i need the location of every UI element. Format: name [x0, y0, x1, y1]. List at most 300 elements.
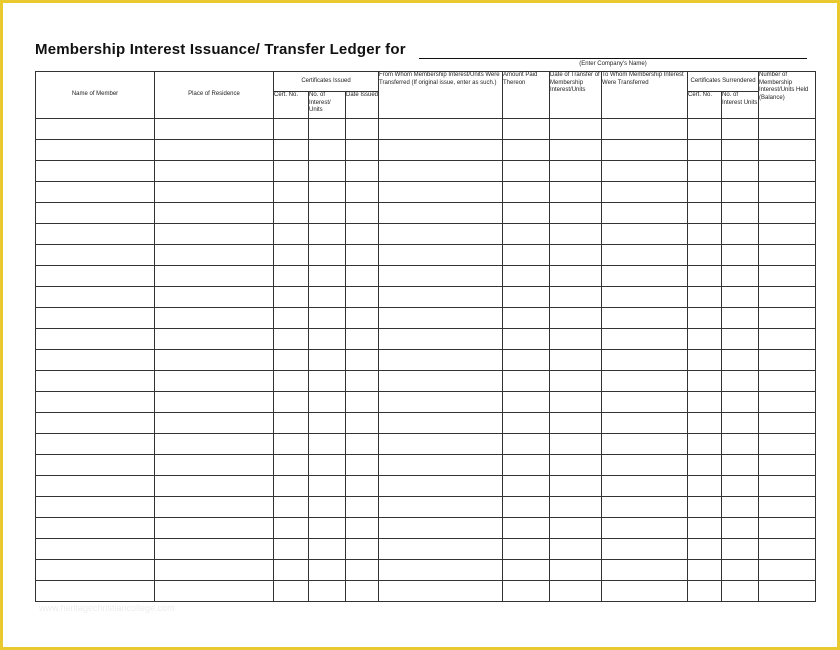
- cell-place-of-residence[interactable]: [155, 182, 274, 203]
- cell-to-whom[interactable]: [602, 581, 688, 602]
- cell-amount-paid[interactable]: [503, 434, 550, 455]
- cell-amount-paid[interactable]: [503, 497, 550, 518]
- cell-no-of-interest-units[interactable]: [309, 518, 346, 539]
- cell-name-of-member[interactable]: [36, 329, 155, 350]
- cell-date-of-transfer[interactable]: [550, 539, 602, 560]
- table-row: [36, 434, 816, 455]
- cell-surrendered-no-of-interest-units[interactable]: [722, 161, 759, 182]
- cell-from-whom[interactable]: [379, 476, 503, 497]
- cell-from-whom[interactable]: [379, 413, 503, 434]
- cell-date-issued[interactable]: [346, 455, 379, 476]
- cell-date-of-transfer[interactable]: [550, 140, 602, 161]
- cell-surrendered-no-of-interest-units[interactable]: [722, 266, 759, 287]
- cell-date-issued[interactable]: [346, 434, 379, 455]
- cell-cert-no[interactable]: [274, 350, 309, 371]
- cell-no-of-interest-units[interactable]: [309, 350, 346, 371]
- cell-date-issued[interactable]: [346, 539, 379, 560]
- cell-from-whom[interactable]: [379, 518, 503, 539]
- cell-place-of-residence[interactable]: [155, 434, 274, 455]
- cell-to-whom[interactable]: [602, 287, 688, 308]
- cell-amount-paid[interactable]: [503, 266, 550, 287]
- cell-date-issued[interactable]: [346, 413, 379, 434]
- cell-surrendered-cert-no[interactable]: [688, 287, 722, 308]
- cell-date-issued[interactable]: [346, 203, 379, 224]
- cell-surrendered-cert-no[interactable]: [688, 266, 722, 287]
- cell-number-held[interactable]: [759, 413, 816, 434]
- cell-no-of-interest-units[interactable]: [309, 308, 346, 329]
- cell-name-of-member[interactable]: [36, 476, 155, 497]
- cell-number-held[interactable]: [759, 539, 816, 560]
- col-number-held: Number of Membership Interest/Units Held (Balance): [759, 72, 816, 119]
- cell-to-whom[interactable]: [602, 476, 688, 497]
- cell-name-of-member[interactable]: [36, 518, 155, 539]
- title-row: [35, 41, 815, 71]
- col-date-of-transfer: Date of Transfer of Membership Interest/Units: [550, 72, 602, 119]
- cell-from-whom[interactable]: [379, 455, 503, 476]
- cell-cert-no[interactable]: [274, 287, 309, 308]
- cell-surrendered-cert-no[interactable]: [688, 161, 722, 182]
- cell-no-of-interest-units[interactable]: [309, 560, 346, 581]
- cell-place-of-residence[interactable]: [155, 245, 274, 266]
- cell-amount-paid[interactable]: [503, 140, 550, 161]
- cell-to-whom[interactable]: [602, 497, 688, 518]
- cell-surrendered-no-of-interest-units[interactable]: [722, 140, 759, 161]
- cell-no-of-interest-units[interactable]: [309, 161, 346, 182]
- cell-name-of-member[interactable]: [36, 119, 155, 140]
- cell-cert-no[interactable]: [274, 455, 309, 476]
- cell-date-issued[interactable]: [346, 308, 379, 329]
- cell-amount-paid[interactable]: [503, 371, 550, 392]
- cell-no-of-interest-units[interactable]: [309, 497, 346, 518]
- cell-place-of-residence[interactable]: [155, 161, 274, 182]
- cell-number-held[interactable]: [759, 560, 816, 581]
- cell-surrendered-cert-no[interactable]: [688, 539, 722, 560]
- cell-place-of-residence[interactable]: [155, 518, 274, 539]
- cell-date-of-transfer[interactable]: [550, 329, 602, 350]
- cell-date-of-transfer[interactable]: [550, 182, 602, 203]
- cell-date-of-transfer[interactable]: [550, 119, 602, 140]
- cell-cert-no[interactable]: [274, 245, 309, 266]
- cell-number-held[interactable]: [759, 287, 816, 308]
- cell-amount-paid[interactable]: [503, 119, 550, 140]
- col-to-whom: To Whom Membership Interest Were Transferred: [602, 72, 688, 119]
- cell-no-of-interest-units[interactable]: [309, 182, 346, 203]
- cell-to-whom[interactable]: [602, 224, 688, 245]
- cell-amount-paid[interactable]: [503, 518, 550, 539]
- cell-name-of-member[interactable]: [36, 455, 155, 476]
- cell-place-of-residence[interactable]: [155, 287, 274, 308]
- cell-surrendered-no-of-interest-units[interactable]: [722, 371, 759, 392]
- cell-number-held[interactable]: [759, 371, 816, 392]
- cell-cert-no[interactable]: [274, 224, 309, 245]
- cell-amount-paid[interactable]: [503, 350, 550, 371]
- cell-place-of-residence[interactable]: [155, 455, 274, 476]
- cell-date-issued[interactable]: [346, 350, 379, 371]
- cell-no-of-interest-units[interactable]: [309, 266, 346, 287]
- cell-no-of-interest-units[interactable]: [309, 203, 346, 224]
- cell-surrendered-cert-no[interactable]: [688, 455, 722, 476]
- cell-from-whom[interactable]: [379, 287, 503, 308]
- cell-name-of-member[interactable]: [36, 245, 155, 266]
- cell-place-of-residence[interactable]: [155, 539, 274, 560]
- cell-date-of-transfer[interactable]: [550, 203, 602, 224]
- cell-date-of-transfer[interactable]: [550, 245, 602, 266]
- table-row: [36, 308, 816, 329]
- cell-date-of-transfer[interactable]: [550, 161, 602, 182]
- cell-number-held[interactable]: [759, 140, 816, 161]
- cell-surrendered-no-of-interest-units[interactable]: [722, 308, 759, 329]
- cell-date-issued[interactable]: [346, 581, 379, 602]
- cell-to-whom[interactable]: [602, 161, 688, 182]
- page-title: Membership Interest Issuance/ Transfer Ledger for: [35, 41, 406, 58]
- cell-to-whom[interactable]: [602, 203, 688, 224]
- cell-date-issued[interactable]: [346, 287, 379, 308]
- table-row: [36, 287, 816, 308]
- cell-number-held[interactable]: [759, 119, 816, 140]
- cell-no-of-interest-units[interactable]: [309, 392, 346, 413]
- cell-to-whom[interactable]: [602, 245, 688, 266]
- cell-amount-paid[interactable]: [503, 455, 550, 476]
- cell-surrendered-no-of-interest-units[interactable]: [722, 224, 759, 245]
- cell-from-whom[interactable]: [379, 308, 503, 329]
- cell-name-of-member[interactable]: [36, 371, 155, 392]
- table-row: [36, 203, 816, 224]
- cell-no-of-interest-units[interactable]: [309, 455, 346, 476]
- cell-amount-paid[interactable]: [503, 245, 550, 266]
- cell-to-whom[interactable]: [602, 308, 688, 329]
- cell-cert-no[interactable]: [274, 329, 309, 350]
- cell-surrendered-cert-no[interactable]: [688, 392, 722, 413]
- cell-surrendered-cert-no[interactable]: [688, 245, 722, 266]
- cell-to-whom[interactable]: [602, 413, 688, 434]
- cell-surrendered-no-of-interest-units[interactable]: [722, 350, 759, 371]
- cell-amount-paid[interactable]: [503, 308, 550, 329]
- cell-from-whom[interactable]: [379, 203, 503, 224]
- cell-cert-no[interactable]: [274, 413, 309, 434]
- cell-from-whom[interactable]: [379, 119, 503, 140]
- cell-number-held[interactable]: [759, 161, 816, 182]
- cell-no-of-interest-units[interactable]: [309, 371, 346, 392]
- cell-amount-paid[interactable]: [503, 392, 550, 413]
- cell-to-whom[interactable]: [602, 392, 688, 413]
- cell-from-whom[interactable]: [379, 182, 503, 203]
- cell-date-issued[interactable]: [346, 140, 379, 161]
- cell-no-of-interest-units[interactable]: [309, 245, 346, 266]
- cell-cert-no[interactable]: [274, 140, 309, 161]
- cell-number-held[interactable]: [759, 455, 816, 476]
- cell-to-whom[interactable]: [602, 182, 688, 203]
- cell-name-of-member[interactable]: [36, 266, 155, 287]
- cell-date-of-transfer[interactable]: [550, 308, 602, 329]
- cell-surrendered-cert-no[interactable]: [688, 203, 722, 224]
- cell-number-held[interactable]: [759, 329, 816, 350]
- cell-date-issued[interactable]: [346, 476, 379, 497]
- cell-from-whom[interactable]: [379, 266, 503, 287]
- cell-amount-paid[interactable]: [503, 581, 550, 602]
- cell-number-held[interactable]: [759, 476, 816, 497]
- cell-surrendered-no-of-interest-units[interactable]: [722, 518, 759, 539]
- cell-place-of-residence[interactable]: [155, 350, 274, 371]
- cell-name-of-member[interactable]: [36, 308, 155, 329]
- cell-from-whom[interactable]: [379, 140, 503, 161]
- cell-cert-no[interactable]: [274, 119, 309, 140]
- cell-name-of-member[interactable]: [36, 350, 155, 371]
- cell-cert-no[interactable]: [274, 581, 309, 602]
- cell-surrendered-cert-no[interactable]: [688, 581, 722, 602]
- cell-date-of-transfer[interactable]: [550, 350, 602, 371]
- cell-date-of-transfer[interactable]: [550, 497, 602, 518]
- cell-number-held[interactable]: [759, 581, 816, 602]
- cell-amount-paid[interactable]: [503, 539, 550, 560]
- cell-place-of-residence[interactable]: [155, 308, 274, 329]
- cell-surrendered-no-of-interest-units[interactable]: [722, 287, 759, 308]
- cell-date-issued[interactable]: [346, 392, 379, 413]
- cell-number-held[interactable]: [759, 203, 816, 224]
- cell-surrendered-cert-no[interactable]: [688, 560, 722, 581]
- cell-number-held[interactable]: [759, 182, 816, 203]
- cell-date-issued[interactable]: [346, 560, 379, 581]
- cell-to-whom[interactable]: [602, 560, 688, 581]
- cell-amount-paid[interactable]: [503, 476, 550, 497]
- cell-surrendered-cert-no[interactable]: [688, 224, 722, 245]
- cell-date-issued[interactable]: [346, 266, 379, 287]
- cell-to-whom[interactable]: [602, 119, 688, 140]
- cell-cert-no[interactable]: [274, 266, 309, 287]
- cell-number-held[interactable]: [759, 224, 816, 245]
- cell-amount-paid[interactable]: [503, 560, 550, 581]
- cell-date-issued[interactable]: [346, 224, 379, 245]
- cell-no-of-interest-units[interactable]: [309, 287, 346, 308]
- cell-date-of-transfer[interactable]: [550, 434, 602, 455]
- cell-from-whom[interactable]: [379, 560, 503, 581]
- cell-name-of-member[interactable]: [36, 161, 155, 182]
- cell-place-of-residence[interactable]: [155, 392, 274, 413]
- company-name-line[interactable]: [419, 58, 807, 59]
- cell-from-whom[interactable]: [379, 161, 503, 182]
- cell-date-issued[interactable]: [346, 497, 379, 518]
- cell-surrendered-cert-no[interactable]: [688, 182, 722, 203]
- cell-name-of-member[interactable]: [36, 413, 155, 434]
- table-row: [36, 329, 816, 350]
- table-row: [36, 413, 816, 434]
- ledger-table: [35, 71, 816, 602]
- cell-surrendered-no-of-interest-units[interactable]: [722, 455, 759, 476]
- cell-surrendered-no-of-interest-units[interactable]: [722, 182, 759, 203]
- cell-surrendered-cert-no[interactable]: [688, 413, 722, 434]
- cell-number-held[interactable]: [759, 266, 816, 287]
- cell-date-issued[interactable]: [346, 182, 379, 203]
- cell-cert-no[interactable]: [274, 392, 309, 413]
- cell-surrendered-cert-no[interactable]: [688, 329, 722, 350]
- cell-place-of-residence[interactable]: [155, 224, 274, 245]
- cell-name-of-member[interactable]: [36, 182, 155, 203]
- cell-date-of-transfer[interactable]: [550, 266, 602, 287]
- cell-date-issued[interactable]: [346, 371, 379, 392]
- cell-cert-no[interactable]: [274, 518, 309, 539]
- cell-to-whom[interactable]: [602, 518, 688, 539]
- cell-number-held[interactable]: [759, 518, 816, 539]
- cell-amount-paid[interactable]: [503, 182, 550, 203]
- cell-no-of-interest-units[interactable]: [309, 539, 346, 560]
- cell-no-of-interest-units[interactable]: [309, 329, 346, 350]
- cell-cert-no[interactable]: [274, 539, 309, 560]
- cell-to-whom[interactable]: [602, 434, 688, 455]
- cell-place-of-residence[interactable]: [155, 413, 274, 434]
- cell-amount-paid[interactable]: [503, 413, 550, 434]
- cell-to-whom[interactable]: [602, 140, 688, 161]
- cell-name-of-member[interactable]: [36, 224, 155, 245]
- cell-place-of-residence[interactable]: [155, 476, 274, 497]
- cell-cert-no[interactable]: [274, 476, 309, 497]
- cell-cert-no[interactable]: [274, 560, 309, 581]
- cell-date-of-transfer[interactable]: [550, 371, 602, 392]
- cell-no-of-interest-units[interactable]: [309, 413, 346, 434]
- cell-number-held[interactable]: [759, 497, 816, 518]
- cell-name-of-member[interactable]: [36, 392, 155, 413]
- cell-surrendered-no-of-interest-units[interactable]: [722, 539, 759, 560]
- cell-date-of-transfer[interactable]: [550, 518, 602, 539]
- cell-place-of-residence[interactable]: [155, 140, 274, 161]
- table-row: [36, 224, 816, 245]
- cell-surrendered-no-of-interest-units[interactable]: [722, 434, 759, 455]
- cell-date-of-transfer[interactable]: [550, 287, 602, 308]
- table-row: [36, 392, 816, 413]
- cell-date-of-transfer[interactable]: [550, 476, 602, 497]
- cell-from-whom[interactable]: [379, 329, 503, 350]
- cell-surrendered-no-of-interest-units[interactable]: [722, 329, 759, 350]
- cell-surrendered-no-of-interest-units[interactable]: [722, 119, 759, 140]
- cell-date-issued[interactable]: [346, 518, 379, 539]
- cell-name-of-member[interactable]: [36, 581, 155, 602]
- cell-amount-paid[interactable]: [503, 203, 550, 224]
- cell-from-whom[interactable]: [379, 371, 503, 392]
- col-surrendered-cert-no: Cert. No.: [688, 92, 722, 119]
- cell-place-of-residence[interactable]: [155, 203, 274, 224]
- cell-date-of-transfer[interactable]: [550, 224, 602, 245]
- col-date-issued: Date Issued: [346, 92, 379, 119]
- cell-cert-no[interactable]: [274, 203, 309, 224]
- table-row: [36, 476, 816, 497]
- cell-place-of-residence[interactable]: [155, 266, 274, 287]
- cell-amount-paid[interactable]: [503, 224, 550, 245]
- cell-cert-no[interactable]: [274, 371, 309, 392]
- cell-amount-paid[interactable]: [503, 329, 550, 350]
- cell-from-whom[interactable]: [379, 245, 503, 266]
- cell-cert-no[interactable]: [274, 161, 309, 182]
- cell-number-held[interactable]: [759, 434, 816, 455]
- cell-number-held[interactable]: [759, 350, 816, 371]
- table-row: [36, 140, 816, 161]
- cell-date-issued[interactable]: [346, 161, 379, 182]
- cell-name-of-member[interactable]: [36, 287, 155, 308]
- cell-to-whom[interactable]: [602, 539, 688, 560]
- cell-to-whom[interactable]: [602, 329, 688, 350]
- cell-from-whom[interactable]: [379, 581, 503, 602]
- cell-from-whom[interactable]: [379, 434, 503, 455]
- cell-date-issued[interactable]: [346, 119, 379, 140]
- cell-name-of-member[interactable]: [36, 497, 155, 518]
- cell-amount-paid[interactable]: [503, 287, 550, 308]
- cell-no-of-interest-units[interactable]: [309, 140, 346, 161]
- cell-surrendered-no-of-interest-units[interactable]: [722, 581, 759, 602]
- cell-surrendered-no-of-interest-units[interactable]: [722, 413, 759, 434]
- cell-cert-no[interactable]: [274, 308, 309, 329]
- cell-to-whom[interactable]: [602, 371, 688, 392]
- cell-surrendered-cert-no[interactable]: [688, 497, 722, 518]
- cell-place-of-residence[interactable]: [155, 560, 274, 581]
- cell-amount-paid[interactable]: [503, 161, 550, 182]
- cell-to-whom[interactable]: [602, 350, 688, 371]
- cell-name-of-member[interactable]: [36, 539, 155, 560]
- cell-place-of-residence[interactable]: [155, 119, 274, 140]
- cell-date-of-transfer[interactable]: [550, 413, 602, 434]
- cell-from-whom[interactable]: [379, 350, 503, 371]
- cell-name-of-member[interactable]: [36, 434, 155, 455]
- cell-surrendered-no-of-interest-units[interactable]: [722, 203, 759, 224]
- cell-surrendered-cert-no[interactable]: [688, 140, 722, 161]
- cell-date-of-transfer[interactable]: [550, 455, 602, 476]
- cell-no-of-interest-units[interactable]: [309, 581, 346, 602]
- cell-to-whom[interactable]: [602, 266, 688, 287]
- cell-surrendered-cert-no[interactable]: [688, 350, 722, 371]
- cell-to-whom[interactable]: [602, 455, 688, 476]
- cell-surrendered-cert-no[interactable]: [688, 308, 722, 329]
- cell-date-of-transfer[interactable]: [550, 560, 602, 581]
- cell-surrendered-no-of-interest-units[interactable]: [722, 497, 759, 518]
- cell-date-issued[interactable]: [346, 245, 379, 266]
- cell-number-held[interactable]: [759, 308, 816, 329]
- table-row: [36, 371, 816, 392]
- cell-surrendered-no-of-interest-units[interactable]: [722, 560, 759, 581]
- cell-no-of-interest-units[interactable]: [309, 434, 346, 455]
- cell-name-of-member[interactable]: [36, 560, 155, 581]
- cell-cert-no[interactable]: [274, 434, 309, 455]
- cell-from-whom[interactable]: [379, 539, 503, 560]
- cell-surrendered-cert-no[interactable]: [688, 518, 722, 539]
- cell-name-of-member[interactable]: [36, 203, 155, 224]
- cell-from-whom[interactable]: [379, 497, 503, 518]
- cell-date-issued[interactable]: [346, 329, 379, 350]
- cell-cert-no[interactable]: [274, 497, 309, 518]
- cell-surrendered-cert-no[interactable]: [688, 371, 722, 392]
- cell-name-of-member[interactable]: [36, 140, 155, 161]
- table-row: [36, 518, 816, 539]
- cell-surrendered-no-of-interest-units[interactable]: [722, 476, 759, 497]
- cell-number-held[interactable]: [759, 392, 816, 413]
- cell-no-of-interest-units[interactable]: [309, 119, 346, 140]
- cell-place-of-residence[interactable]: [155, 581, 274, 602]
- col-certificates-issued: Certificates Issued: [274, 72, 379, 92]
- cell-no-of-interest-units[interactable]: [309, 224, 346, 245]
- cell-cert-no[interactable]: [274, 182, 309, 203]
- cell-surrendered-cert-no[interactable]: [688, 434, 722, 455]
- table-row: [36, 560, 816, 581]
- col-certificates-surrendered: Certificates Surrendered: [688, 72, 759, 92]
- cell-no-of-interest-units[interactable]: [309, 476, 346, 497]
- cell-place-of-residence[interactable]: [155, 371, 274, 392]
- cell-surrendered-cert-no[interactable]: [688, 476, 722, 497]
- cell-surrendered-cert-no[interactable]: [688, 119, 722, 140]
- cell-number-held[interactable]: [759, 245, 816, 266]
- cell-surrendered-no-of-interest-units[interactable]: [722, 392, 759, 413]
- cell-from-whom[interactable]: [379, 224, 503, 245]
- cell-place-of-residence[interactable]: [155, 329, 274, 350]
- cell-from-whom[interactable]: [379, 392, 503, 413]
- cell-surrendered-no-of-interest-units[interactable]: [722, 245, 759, 266]
- cell-place-of-residence[interactable]: [155, 497, 274, 518]
- cell-date-of-transfer[interactable]: [550, 581, 602, 602]
- cell-date-of-transfer[interactable]: [550, 392, 602, 413]
